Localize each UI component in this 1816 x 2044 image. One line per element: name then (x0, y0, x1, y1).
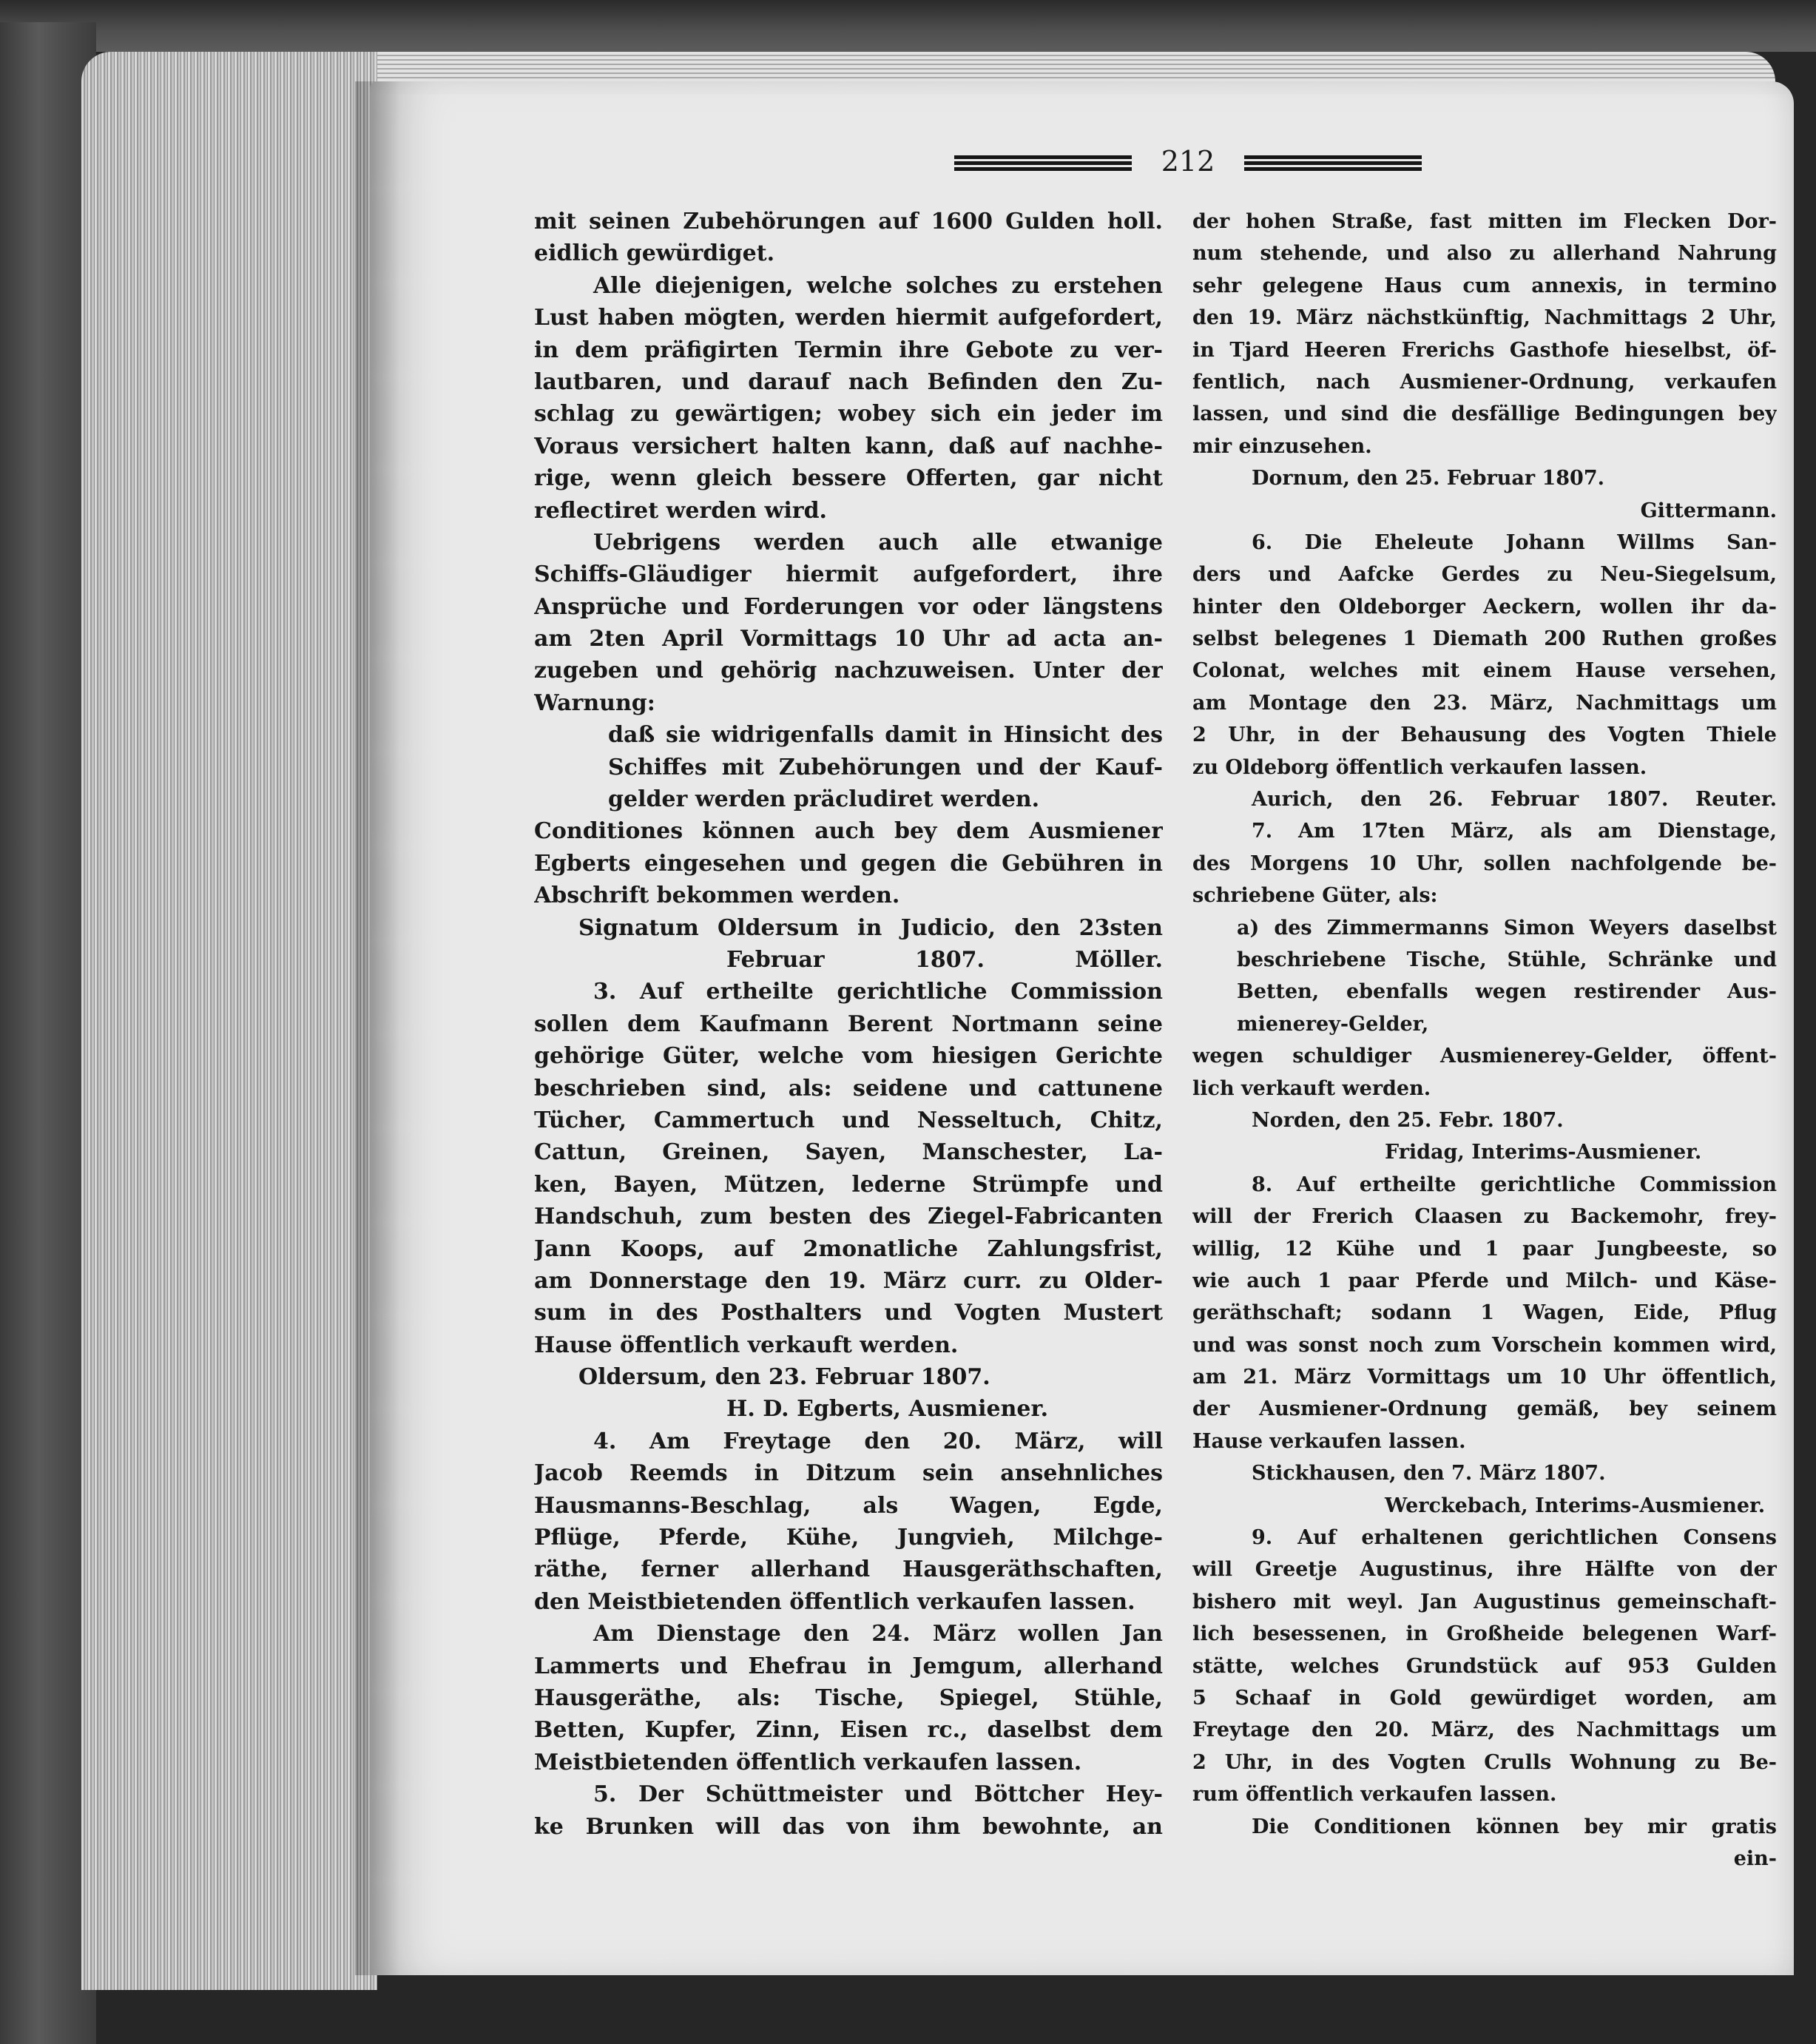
left-column-line: Egberts eingesehen und gegen die Gebühren in (534, 850, 1163, 877)
right-column-line: bishero mit weyl. Jan Augustinus gemeinschaft- (1192, 1590, 1777, 1613)
right-column-line: a) des Zimmermanns Simon Weyers daselbst (1237, 916, 1777, 940)
left-column-line: Handschuh, zum besten des Ziegel-Fabricanten (534, 1204, 1163, 1230)
left-column-line: Schiffs-Gläudiger hiermit aufgefordert, ihre (534, 561, 1163, 588)
left-column-line: Meistbietenden öffentlich verkaufen lassen. (534, 1749, 1082, 1775)
left-column-line: gelder werden präcludiret werden. (608, 786, 1040, 813)
left-column-line: Pflüge, Pferde, Kühe, Jungvieh, Milchge- (534, 1525, 1163, 1551)
right-column-line: Werckebach, Interims-Ausmiener. (1385, 1494, 1766, 1517)
right-column-line: Fridag, Interims-Ausmiener. (1385, 1141, 1702, 1164)
right-column-line: Freytage den 20. März, des Nachmittags um (1192, 1718, 1777, 1742)
left-column-line: am Donnerstage den 19. März curr. zu Older- (534, 1267, 1163, 1294)
right-column-line: den 19. März nächstkünftig, Nachmittags 2 Uhr, (1192, 306, 1777, 330)
right-column-line: lich verkauft werden. (1192, 1076, 1431, 1100)
right-column-line: zu Oldeborg öffentlich verkaufen lassen. (1192, 755, 1647, 779)
left-column-line: Voraus versichert halten kann, daß auf nachhe- (534, 433, 1163, 459)
right-column-line: wegen schuldiger Ausmienerey-Gelder, öffent- (1192, 1045, 1777, 1068)
right-column-line: am Montage den 23. März, Nachmittags um (1192, 691, 1777, 715)
right-column-line: 8. Auf ertheilte gerichtliche Commission (1252, 1173, 1777, 1196)
left-column-line: den Meistbietenden öffentlich verkaufen lassen. (534, 1588, 1135, 1615)
right-column-line: der hohen Straße, fast mitten im Flecken Dor- (1192, 210, 1777, 233)
right-column-line: Stickhausen, den 7. März 1807. (1252, 1462, 1606, 1485)
left-column-line: 3. Auf ertheilte gerichtliche Commission (593, 979, 1163, 1005)
left-column-line: Uebrigens werden auch alle etwanige (593, 529, 1163, 556)
right-column-line: und was sonst noch zum Vorschein kommen wird, (1192, 1333, 1777, 1357)
left-column-line: mit seinen Zubehörungen auf 1600 Gulden holl. (534, 209, 1163, 235)
right-column-line: mienerey-Gelder, (1237, 1012, 1429, 1036)
right-column-line: mir einzusehen. (1192, 434, 1372, 458)
right-column-line: beschriebene Tische, Stühle, Schränke und (1237, 948, 1777, 971)
left-column-line: Jacob Reemds in Ditzum sein ansehnliches (534, 1460, 1163, 1487)
left-column-line: Schiffes mit Zubehörungen und der Kauf- (608, 754, 1163, 780)
right-column-line: Aurich, den 26. Februar 1807. Reuter. (1252, 788, 1777, 812)
right-column-line: selbst belegenes 1 Diemath 200 Ruthen großes (1192, 627, 1777, 651)
left-column-line: sum in des Posthalters und Vogten Mustert (534, 1300, 1163, 1326)
right-column-line: willig, 12 Kühe und 1 paar Jungbeeste, so (1192, 1237, 1777, 1261)
right-column-line: fentlich, nach Ausmiener-Ordnung, verkaufen (1192, 370, 1777, 394)
right-column-line: wie auch 1 paar Pferde und Milch- und Käse- (1192, 1269, 1777, 1292)
left-column-line: Conditiones können auch bey dem Ausmiener (534, 818, 1163, 845)
left-column-line: sollen dem Kaufmann Berent Nortmann seine (534, 1011, 1163, 1037)
book-cover-top (0, 0, 1816, 52)
right-column-line: Die Conditionen können bey mir gratis (1252, 1815, 1777, 1838)
left-column-line: lautbaren, und darauf nach Befinden den Zu- (534, 368, 1163, 395)
left-column-line: Abschrift bekommen werden. (534, 883, 900, 909)
left-column-line: Hausmanns-Beschlag, als Wagen, Egde, (534, 1492, 1163, 1519)
header-ornament-rule-right (1244, 155, 1422, 172)
left-column-line: beschrieben sind, als: seidene und cattunene (534, 1075, 1163, 1102)
right-column-line: Betten, ebenfalls wegen restirender Aus- (1237, 980, 1777, 1004)
left-column-line: ke Brunken will das von ihm bewohnte, an (534, 1813, 1163, 1840)
right-column-line: in Tjard Heeren Frerichs Gasthofe hieselbst, öf- (1192, 338, 1777, 362)
left-column-line: Tücher, Cammertuch und Nesseltuch, Chitz, (534, 1107, 1163, 1133)
left-column-line: daß sie widrigenfalls damit in Hinsicht des (608, 722, 1163, 749)
right-column-line: Dornum, den 25. Februar 1807. (1252, 467, 1605, 490)
left-column-line: räthe, ferner allerhand Hausgeräthschaften, (534, 1556, 1163, 1583)
right-column-line: des Morgens 10 Uhr, sollen nachfolgende be- (1192, 851, 1777, 875)
left-column-line: Jann Koops, auf 2monatliche Zahlungsfrist, (534, 1235, 1163, 1262)
right-column-line: Hause verkaufen lassen. (1192, 1429, 1466, 1453)
right-column-line: stätte, welches Grundstück auf 953 Gulden (1192, 1654, 1777, 1678)
left-column-line: gehörige Güter, welche vom hiesigen Gerichte (534, 1043, 1163, 1070)
left-column-line: Betten, Kupfer, Zinn, Eisen rc., daselbst dem (534, 1717, 1163, 1744)
left-column-line: zugeben und gehörig nachzuweisen. Unter der (534, 658, 1163, 684)
right-column-line: hinter den Oldeborger Aeckern, wollen ihr da- (1192, 595, 1777, 618)
right-column-line: lassen, und sind die desfällige Bedingungen bey (1192, 402, 1777, 426)
left-column-line: Februar 1807. Möller. (726, 946, 1163, 973)
left-column-line: Warnung: (534, 689, 655, 716)
left-column-line: H. D. Egberts, Ausmiener. (726, 1396, 1049, 1423)
left-column-line: Hause öffentlich verkauft werden. (534, 1332, 959, 1358)
left-column-line: 4. Am Freytage den 20. März, will (593, 1428, 1163, 1454)
header-ornament-rule-left (954, 155, 1132, 172)
right-column-line: am 21. März Vormittags um 10 Uhr öffentlich, (1192, 1366, 1777, 1389)
right-column-line: rum öffentlich verkaufen lassen. (1192, 1783, 1557, 1807)
right-column-line: 2 Uhr, in der Behausung des Vogten Thiele (1192, 724, 1777, 747)
left-column-line: rige, wenn gleich bessere Offerten, gar nicht (534, 465, 1163, 492)
left-column-line: Hausgeräthe, als: Tische, Spiegel, Stühle, (534, 1684, 1163, 1711)
left-column-line: am 2ten April Vormittags 10 Uhr ad acta an- (534, 626, 1163, 652)
page-header (954, 145, 1428, 182)
right-column-line: lich besessenen, in Großheide belegenen Warf- (1192, 1622, 1777, 1646)
left-text-column (534, 206, 1163, 1843)
left-column-line: Cattun, Greinen, Sayen, Manschester, La- (534, 1139, 1163, 1166)
right-text-column (1192, 206, 1777, 1875)
right-column-line: will der Frerich Claasen zu Backemohr, frey- (1192, 1205, 1777, 1229)
left-column-line: Signatum Oldersum in Judicio, den 23sten (578, 914, 1163, 941)
right-column-line: ders und Aafcke Gerdes zu Neu-Siegelsum, (1192, 563, 1777, 587)
left-column-line: in dem präfigirten Termin ihre Gebote zu ver- (534, 337, 1163, 363)
right-column-line: 7. Am 17ten März, als am Dienstage, (1252, 820, 1777, 843)
left-column-line: schlag zu gewärtigen; wobey sich ein jeder im (534, 401, 1163, 428)
right-column-line: Colonat, welches mit einem Hause versehen, (1192, 659, 1777, 683)
left-column-line: Lust haben mögten, werden hiermit aufgefordert, (534, 305, 1163, 331)
left-column-line: ken, Bayen, Mützen, lederne Strümpfe und (534, 1171, 1163, 1198)
page-number: 212 (1161, 145, 1215, 178)
right-column-line: ein- (1733, 1846, 1777, 1870)
left-column-line: Ansprüche und Forderungen vor oder längstens (534, 593, 1163, 620)
page-edges-stack (81, 52, 377, 1990)
right-column-line: 2 Uhr, in des Vogten Crulls Wohnung zu Be- (1192, 1750, 1777, 1774)
right-column-line: Norden, den 25. Febr. 1807. (1252, 1108, 1564, 1132)
right-column-line: der Ausmiener-Ordnung gemäß, bey seinem (1192, 1397, 1777, 1421)
right-column-line: schriebene Güter, als: (1192, 884, 1438, 908)
left-column-line: reflectiret werden wird. (534, 497, 827, 524)
right-column-line: 5 Schaaf in Gold gewürdiget worden, am (1192, 1686, 1777, 1710)
right-column-line: sehr gelegene Haus cum annexis, in termino (1192, 274, 1777, 297)
right-column-line: geräthschaft; sodann 1 Wagen, Eide, Pflug (1192, 1301, 1777, 1325)
spine-shadow (355, 81, 399, 1975)
right-column-line: 6. Die Eheleute Johann Willms San- (1252, 530, 1777, 554)
left-column-line: Alle diejenigen, welche solches zu erstehen (593, 272, 1163, 299)
left-column-line: eidlich gewürdiget. (534, 240, 775, 267)
left-column-line: Lammerts und Ehefrau in Jemgum, allerhand (534, 1653, 1163, 1679)
right-column-line: Gittermann. (1640, 499, 1777, 522)
left-column-line: Am Dienstage den 24. März wollen Jan (593, 1621, 1163, 1647)
left-column-line: 5. Der Schüttmeister und Böttcher Hey- (593, 1781, 1163, 1808)
right-column-line: num stehende, und also zu allerhand Nahrung (1192, 242, 1777, 266)
right-column-line: will Greetje Augustinus, ihre Hälfte von der (1192, 1558, 1777, 1582)
left-column-line: Oldersum, den 23. Februar 1807. (578, 1364, 990, 1391)
right-column-line: 9. Auf erhaltenen gerichtlichen Consens (1252, 1526, 1777, 1550)
